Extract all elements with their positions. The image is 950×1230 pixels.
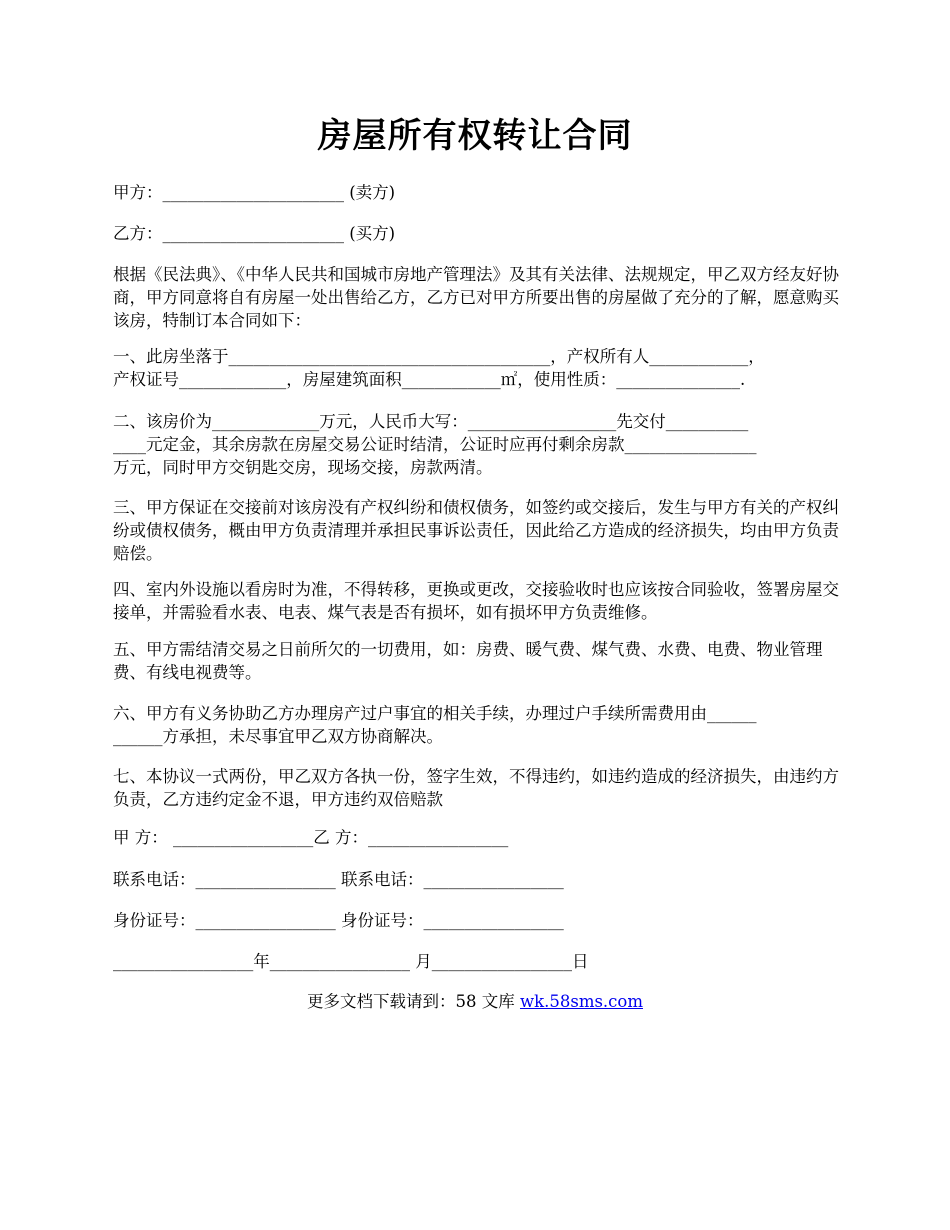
signature-phone: 联系电话：_________________ 联系电话：_________________: [113, 870, 564, 889]
document-title: 房屋所有权转让合同: [317, 116, 633, 156]
signature-id: 身份证号：_________________ 身份证号：_________________: [113, 911, 564, 930]
clause-2: 二、该房价为_____________万元，人民币大写：__________________先交付__________ ____元定金，其余房款在房屋交易公证时结清，公证时应再付剩余房款________________ 万元，同时甲方交钥匙交房，现场交接，房款两清。: [113, 412, 757, 477]
intro-paragraph: 根据《民法典》、《中华人民共和国城市房地产管理法》及其有关法律、法规规定，甲乙双方经友好协商，甲方同意将自有房屋一处出售给乙方，乙方已对甲方所要出售的房屋做了充分的了解，愿意购买该房，特制订本合同如下：: [113, 265, 839, 330]
party-a-line: 甲方：______________________ (卖方): [113, 183, 396, 202]
footer-prefix: 更多文档下载请到：58 文库: [306, 992, 520, 1011]
footer-link[interactable]: wk.58sms.com: [519, 992, 643, 1011]
clause-1: 一、此房坐落于_______________________________________，产权所有人____________， 产权证号_____________，房屋建筑面积____________㎡，使用性质：_______________.: [113, 347, 765, 389]
clause-4: 四、室内外设施以看房时为准，不得转移，更换或更改，交接验收时也应该按合同验收，签署房屋交接单，并需验看水表、电表、煤气表是否有损坏，如有损坏甲方负责维修。: [113, 580, 839, 622]
clause-5: 五、甲方需结清交易之日前所欠的一切费用，如：房费、暖气费、煤气费、水费、电费、物业管理费、有线电视费等。: [113, 640, 823, 682]
footer: [0, 990, 950, 1013]
signature-date: _________________年_________________ 月_________________日: [113, 952, 589, 971]
party-b-line: 乙方：______________________ (买方): [113, 224, 396, 243]
signature-parties: 甲 方： _________________乙 方：_________________: [113, 828, 509, 847]
clause-6: 六、甲方有义务协助乙方办理房产过户事宜的相关手续，办理过户手续所需费用由______ ______方承担，未尽事宜甲乙双方协商解决。: [113, 704, 757, 746]
clause-3: 三、甲方保证在交接前对该房没有产权纠纷和债权债务，如签约或交接后，发生与甲方有关的产权纠纷或债权债务，概由甲方负责清理并承担民事诉讼责任，因此给乙方造成的经济损失，均由甲方负责赔偿。: [113, 498, 839, 563]
clause-7: 七、本协议一式两份，甲乙双方各执一份，签字生效，不得违约，如违约造成的经济损失，由违约方负责，乙方违约定金不退，甲方违约双倍赔款: [113, 767, 839, 809]
